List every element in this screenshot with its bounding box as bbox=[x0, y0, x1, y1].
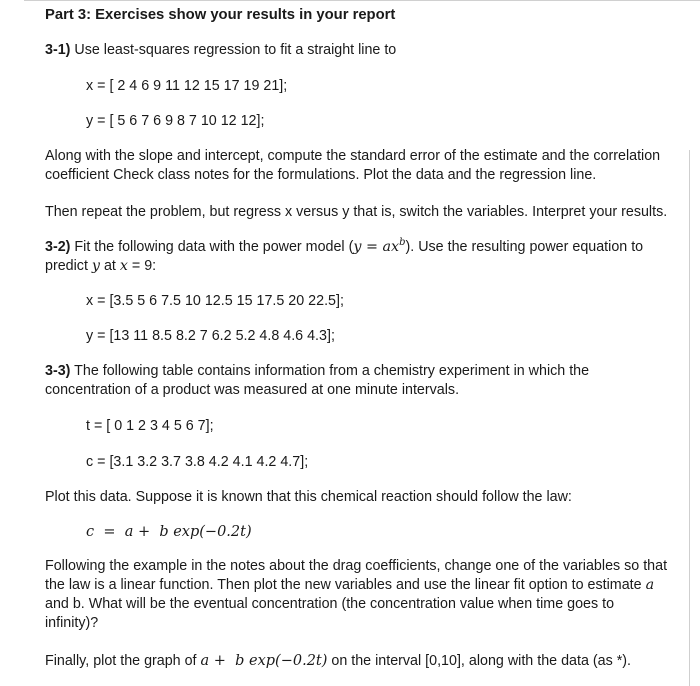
exercise-3-2-x-data: x = [3.5 5 6 7.5 10 12.5 15 17.5 20 22.5]; bbox=[86, 293, 344, 309]
predict-x: x bbox=[119, 258, 128, 274]
exercise-3-3-t-data: t = [ 0 1 2 3 4 5 6 7]; bbox=[86, 418, 214, 434]
right-border bbox=[689, 150, 690, 686]
exercise-3-1-para-line-2: coefficient Check class notes for the formulations. Plot the data and the regression line. bbox=[45, 167, 597, 183]
predict-value: = 9: bbox=[127, 258, 157, 274]
model-y: y bbox=[353, 239, 362, 255]
exercise-3-2-intro bbox=[45, 238, 643, 256]
exercise-3-1-intro bbox=[45, 41, 396, 59]
exercise-3-1-x-data: x = [ 2 4 6 9 11 12 15 17 19 21]; bbox=[86, 78, 288, 94]
exercise-3-3-intro bbox=[45, 362, 589, 380]
model-ax: ax bbox=[382, 239, 400, 255]
top-border bbox=[24, 0, 700, 1]
model-equals: = bbox=[361, 239, 383, 255]
exercise-3-3-plot-instruction: Plot this data. Suppose it is known that this chemical reaction should follow the law: bbox=[45, 489, 572, 505]
final-text-end: on the interval [0,10], along with the data (as *). bbox=[327, 653, 631, 669]
exercise-3-3-para-line-4: infinity)? bbox=[45, 615, 99, 631]
model-exponent-b: b bbox=[399, 237, 406, 248]
exercise-3-3-para-line-3: and b. What will be the eventual concentration (the concentration value when time goes to bbox=[45, 596, 615, 612]
exercise-3-1-para-2: Then repeat the problem, but regress x versus y that is, switch the variables. Interpret your results. bbox=[45, 204, 668, 220]
part-title: Part 3: Exercises show your results in your report bbox=[45, 7, 396, 23]
exercise-3-1-number: 3-1) bbox=[45, 42, 71, 58]
exercise-3-2-y-data: y = [13 11 8.5 8.2 7 6.2 5.2 4.8 4.6 4.3]; bbox=[86, 328, 335, 344]
predict-at: at bbox=[99, 258, 120, 274]
exercise-3-1-y-data: y = [ 5 6 7 6 9 8 7 10 12 12]; bbox=[86, 113, 265, 129]
exercise-3-1-para-line-1: Along with the slope and intercept, compute the standard error of the estimate and the correlation bbox=[45, 148, 661, 164]
exercise-3-3-text: The following table contains information from a chemistry experiment in which the bbox=[70, 363, 590, 379]
exercise-3-3-c-data: c = [3.1 3.2 3.7 3.8 4.2 4.1 4.2 4.7]; bbox=[86, 454, 309, 470]
exercise-3-3-para-line-2 bbox=[45, 576, 654, 594]
exercise-3-2-number: 3-2) bbox=[45, 239, 71, 255]
final-equation: a + b exp(−0.2t) bbox=[200, 653, 328, 669]
para-line-2-a: a bbox=[645, 577, 655, 593]
exercise-3-3-para-line-1: Following the example in the notes about the drag coefficients, change one of the variables so that bbox=[45, 558, 668, 574]
chemical-law-equation: c = a + b exp(−0.2t) bbox=[86, 524, 252, 540]
final-text-start: Finally, plot the graph of bbox=[45, 653, 201, 669]
exercise-3-2-text-end: ). Use the resulting power equation to bbox=[405, 239, 644, 255]
exercise-3-2-text: Fit the following data with the power model ( bbox=[70, 239, 354, 255]
predict-text: predict bbox=[45, 258, 92, 274]
exercise-3-2-predict-line bbox=[45, 257, 156, 275]
exercise-3-3-number: 3-3) bbox=[45, 363, 71, 379]
exercise-3-3-intro-line-2: concentration of a product was measured at one minute intervals. bbox=[45, 382, 460, 398]
exercise-3-1-text: Use least-squares regression to fit a straight line to bbox=[70, 42, 397, 58]
predict-y: y bbox=[91, 258, 100, 274]
exercise-3-3-final-instruction bbox=[45, 652, 631, 670]
para-line-2-text: the law is a linear function. Then plot the new variables and use the linear fit option to estimate bbox=[45, 577, 646, 593]
